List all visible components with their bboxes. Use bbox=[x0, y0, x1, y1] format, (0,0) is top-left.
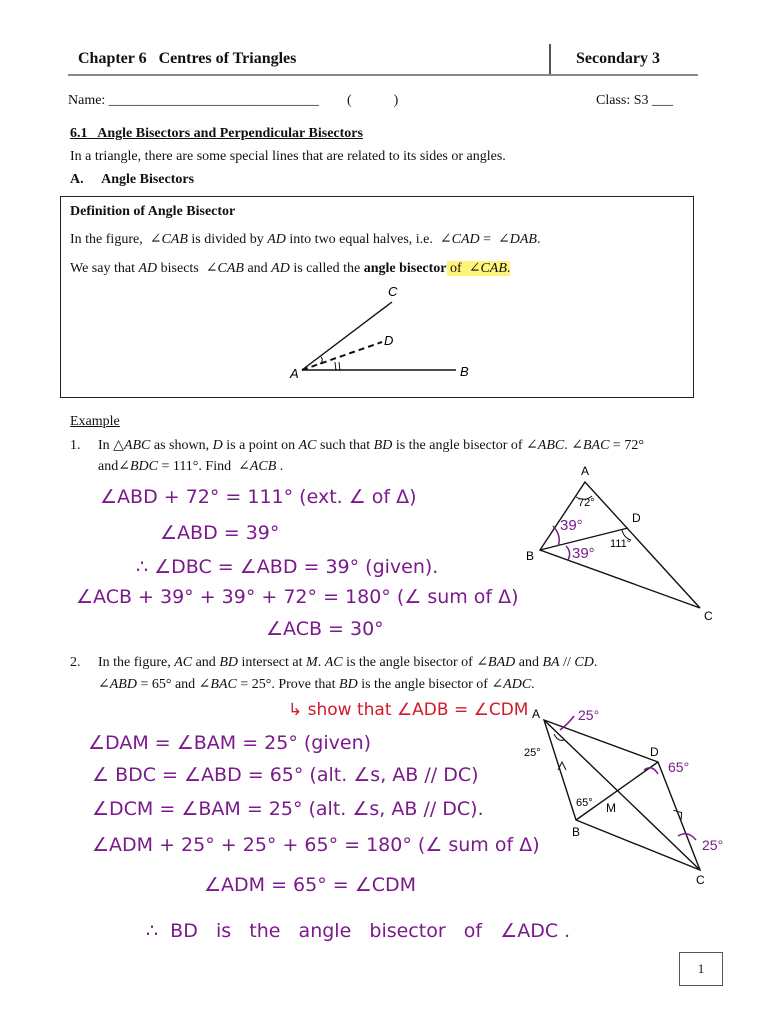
fig-label-b: B bbox=[460, 364, 469, 379]
q1-angle-a: 72° bbox=[578, 497, 595, 509]
definition-line-1: In the figure, ∠CAB is divided by AD into two equal halves, i.e. ∠CAD = ∠DAB. bbox=[70, 232, 541, 247]
q2-hw-angle-a: 25° bbox=[578, 707, 600, 723]
q2-work-line-5: ∠ADM = 65° = ∠CDM bbox=[204, 874, 417, 896]
section-title: 6.1 Angle Bisectors and Perpendicular Bisectors bbox=[70, 126, 363, 141]
header-rule bbox=[68, 74, 698, 76]
q2-quadrilateral-figure bbox=[518, 700, 728, 890]
fig-label-a: A bbox=[290, 366, 299, 381]
q1-line-1: 1. In △ABC as shown, D is a point on AC such that BD is the angle bisector of ∠ABC. ∠BAC = 72° bbox=[70, 438, 644, 453]
q1-line-2: and∠BDC = 111°. Find ∠ACB . bbox=[98, 459, 284, 474]
q1-work-line-2: ∠ABD = 39° bbox=[160, 522, 280, 544]
class-number-field: ( ) bbox=[347, 93, 399, 108]
subsection-title: Angle Bisectors bbox=[101, 172, 195, 187]
example-label: Example bbox=[70, 414, 120, 429]
q1-label-d: D bbox=[632, 511, 641, 525]
q1-label-b: B bbox=[526, 549, 535, 563]
q1-label-c: C bbox=[704, 609, 713, 623]
subsection-heading bbox=[70, 172, 194, 188]
angle-bisector-figure bbox=[280, 282, 480, 382]
q2-label-c: C bbox=[696, 873, 705, 887]
q2-label-b: B bbox=[572, 825, 581, 839]
q1-work-line-3: ∴ ∠DBC = ∠ABD = 39° (given). bbox=[136, 556, 439, 578]
definition-line-2: We say that AD bisects ∠CAB and AD is called the angle bisector of ∠CAB. bbox=[70, 261, 511, 276]
q2-work-line-6: ∴ BD is the angle bisector of ∠ADC . bbox=[146, 920, 571, 942]
q2-goal-note: ↳ show that ∠ADB = ∠CDM bbox=[288, 700, 529, 720]
q2-line-2: ∠ABD = 65° and ∠BAC = 25°. Prove that BD is the angle bisector of ∠ADC. bbox=[98, 677, 535, 692]
chapter-title: Chapter 6 Centres of Triangles bbox=[78, 50, 297, 67]
q2-angle-b: 65° bbox=[576, 797, 593, 809]
q1-work-line-4: ∠ACB + 39° + 39° + 72° = 180° (∠ sum of Δ) bbox=[76, 586, 519, 608]
definition-title: Definition of Angle Bisector bbox=[70, 204, 236, 219]
q2-hw-angle-d: 65° bbox=[668, 759, 690, 775]
q2-work-line-4: ∠ADM + 25° + 25° + 65° = 180° (∠ sum of Δ) bbox=[92, 834, 540, 856]
header-divider bbox=[549, 44, 551, 74]
fig-label-c: C bbox=[388, 284, 398, 299]
q1-triangle-figure bbox=[518, 460, 728, 630]
q2-label-m: M bbox=[606, 801, 616, 815]
q1-work-line-5: ∠ACB = 30° bbox=[266, 618, 384, 640]
name-field: Name: ______________________________ bbox=[68, 93, 319, 108]
class-field: Class: S3 ___ bbox=[596, 93, 674, 108]
q2-line-1: 2. In the figure, AC and BD intersect at M. AC is the angle bisector of ∠BAD and BA // CD. bbox=[70, 655, 598, 670]
q2-work-line-3: ∠DCM = ∠BAM = 25° (alt. ∠s, AB // DC). bbox=[92, 798, 484, 820]
fig-label-d: D bbox=[384, 333, 394, 348]
q2-work-line-2: ∠ BDC = ∠ABD = 65° (alt. ∠s, AB // DC) bbox=[92, 764, 479, 786]
highlighted-phrase: of ∠CAB. bbox=[446, 261, 511, 276]
q1-angle-d: 111° bbox=[610, 538, 632, 550]
q1-label-a: A bbox=[581, 464, 590, 478]
q2-label-d: D bbox=[650, 745, 659, 759]
angle-bisector-term: angle bisector bbox=[363, 261, 447, 276]
q2-angle-a: 25° bbox=[524, 747, 541, 759]
q2-label-a: A bbox=[532, 707, 541, 721]
q2-hw-angle-c: 25° bbox=[702, 837, 724, 853]
q2-work-line-1: ∠DAM = ∠BAM = 25° (given) bbox=[88, 732, 372, 754]
level-label: Secondary 3 bbox=[576, 50, 660, 67]
q1-hw-angle-1: 39° bbox=[560, 517, 583, 534]
page-number: 1 bbox=[679, 952, 723, 986]
subsection-letter: A. bbox=[70, 172, 84, 187]
q1-hw-angle-2: 39° bbox=[572, 545, 595, 562]
section-intro: In a triangle, there are some special lines that are related to its sides or angles. bbox=[70, 149, 506, 164]
q1-work-line-1: ∠ABD + 72° = 111° (ext. ∠ of Δ) bbox=[100, 486, 417, 508]
